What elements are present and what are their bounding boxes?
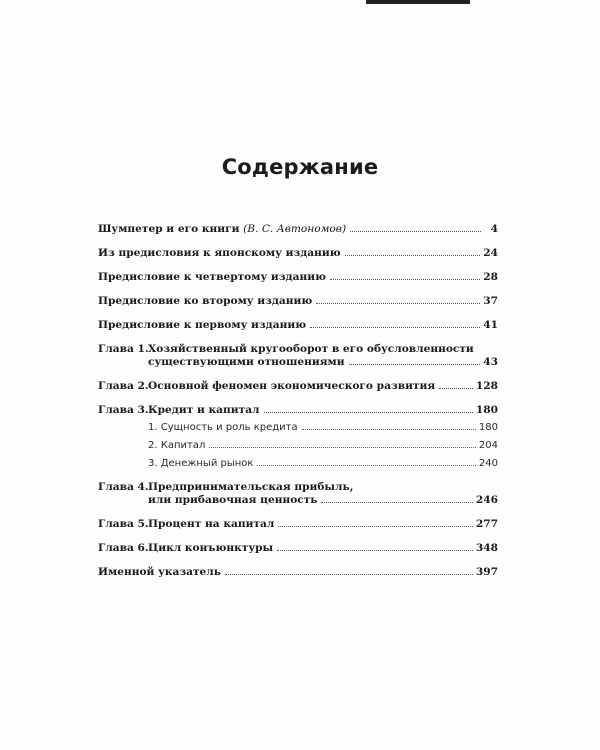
toc-entry-title: Предисловие к первому изданию [98, 319, 307, 331]
toc-entry-title: Предисловие к четвертому изданию [98, 271, 326, 283]
toc-subentry-credit[interactable] [98, 421, 498, 434]
toc-page-number: 43 [483, 356, 498, 368]
toc-page-number: 180 [475, 404, 498, 416]
toc-entry-preface-fourth[interactable] [98, 271, 498, 284]
toc-page-number: 348 [475, 542, 498, 554]
toc-entry-chapter-4[interactable] [98, 481, 498, 507]
toc-page-number: 4 [490, 223, 498, 235]
toc-entry-chapter-5[interactable] [98, 518, 498, 531]
toc-page-number: 180 [478, 422, 498, 433]
toc-entry-preface-first[interactable] [98, 319, 498, 332]
toc-entry-name-index[interactable] [98, 566, 498, 579]
dot-leader [225, 574, 473, 575]
dot-leader [302, 429, 476, 430]
toc-entry-chapter-6[interactable] [98, 542, 498, 555]
chapter-number: Глава 1. [98, 343, 149, 355]
chapter-number: Глава 6. [98, 542, 149, 554]
toc-page-number: 41 [483, 319, 498, 331]
toc-entry-preface-second[interactable] [98, 295, 498, 308]
toc-subentry-title: 1. Сущность и роль кредита [148, 422, 298, 433]
toc-entry-title-line2: существующими отношениями [148, 356, 345, 368]
toc-entry-chapter-2[interactable] [98, 380, 498, 393]
page-title: Содержание [221, 155, 379, 180]
toc-entry-title-line2: или прибавочная ценность [148, 494, 318, 506]
chapter-number: Глава 3. [98, 404, 149, 416]
toc-page-number: 37 [483, 295, 498, 307]
toc-entry-title: Предисловие ко второму изданию [98, 295, 313, 307]
dot-leader [278, 526, 472, 527]
dot-leader [330, 279, 480, 280]
toc-entry-title: Шумпетер и его книги (В. С. Автономов) [98, 223, 347, 235]
toc-subentry-title: 3. Денежный рынок [148, 458, 254, 469]
top-edge-mark [366, 0, 470, 4]
dot-leader [257, 465, 475, 466]
dot-leader [439, 388, 473, 389]
toc-page-number: 240 [478, 458, 498, 469]
toc-entry-preface-japanese[interactable] [98, 247, 498, 260]
toc-subentry-money-market[interactable] [98, 457, 498, 470]
toc-entry-title: Процент на капитал [148, 518, 275, 530]
toc-entry-title: Кредит и капитал [148, 404, 260, 416]
toc-page-number: 246 [475, 494, 498, 506]
toc-entry-title-line1: Предпринимательская прибыль, [148, 481, 354, 493]
dot-leader [277, 550, 473, 551]
toc-page-number: 397 [475, 566, 498, 578]
chapter-number: Глава 4. [98, 481, 149, 493]
toc-entry-title: Из предисловия к японскому изданию [98, 247, 341, 259]
dot-leader [345, 255, 481, 256]
dot-leader [350, 231, 481, 232]
dot-leader [264, 412, 473, 413]
table-of-contents [98, 223, 498, 579]
toc-page-number: 277 [475, 518, 498, 530]
toc-entry-title: Именной указатель [98, 566, 221, 578]
chapter-number: Глава 2. [98, 380, 149, 392]
dot-leader [316, 303, 480, 304]
dot-leader [349, 364, 481, 365]
toc-entry-chapter-3[interactable] [98, 404, 498, 417]
toc-subentry-title: 2. Капитал [148, 440, 206, 451]
chapter-number: Глава 5. [98, 518, 149, 530]
toc-entry-title: Основной феномен экономического развития [148, 380, 436, 392]
toc-entry-chapter-1[interactable] [98, 343, 498, 369]
toc-page-number: 128 [475, 380, 498, 392]
toc-entry-title-line1: Хозяйственный кругооборот в его обусловленности [148, 343, 474, 355]
toc-entry-intro-schumpeter[interactable] [98, 223, 498, 236]
dot-leader [310, 327, 480, 328]
dot-leader [209, 447, 476, 448]
toc-page-number: 28 [483, 271, 498, 283]
toc-entry-title: Цикл конъюнктуры [148, 542, 274, 554]
toc-page-number: 24 [483, 247, 498, 259]
dot-leader [321, 502, 472, 503]
toc-page-number: 204 [478, 440, 498, 451]
toc-subentry-capital[interactable] [98, 439, 498, 452]
